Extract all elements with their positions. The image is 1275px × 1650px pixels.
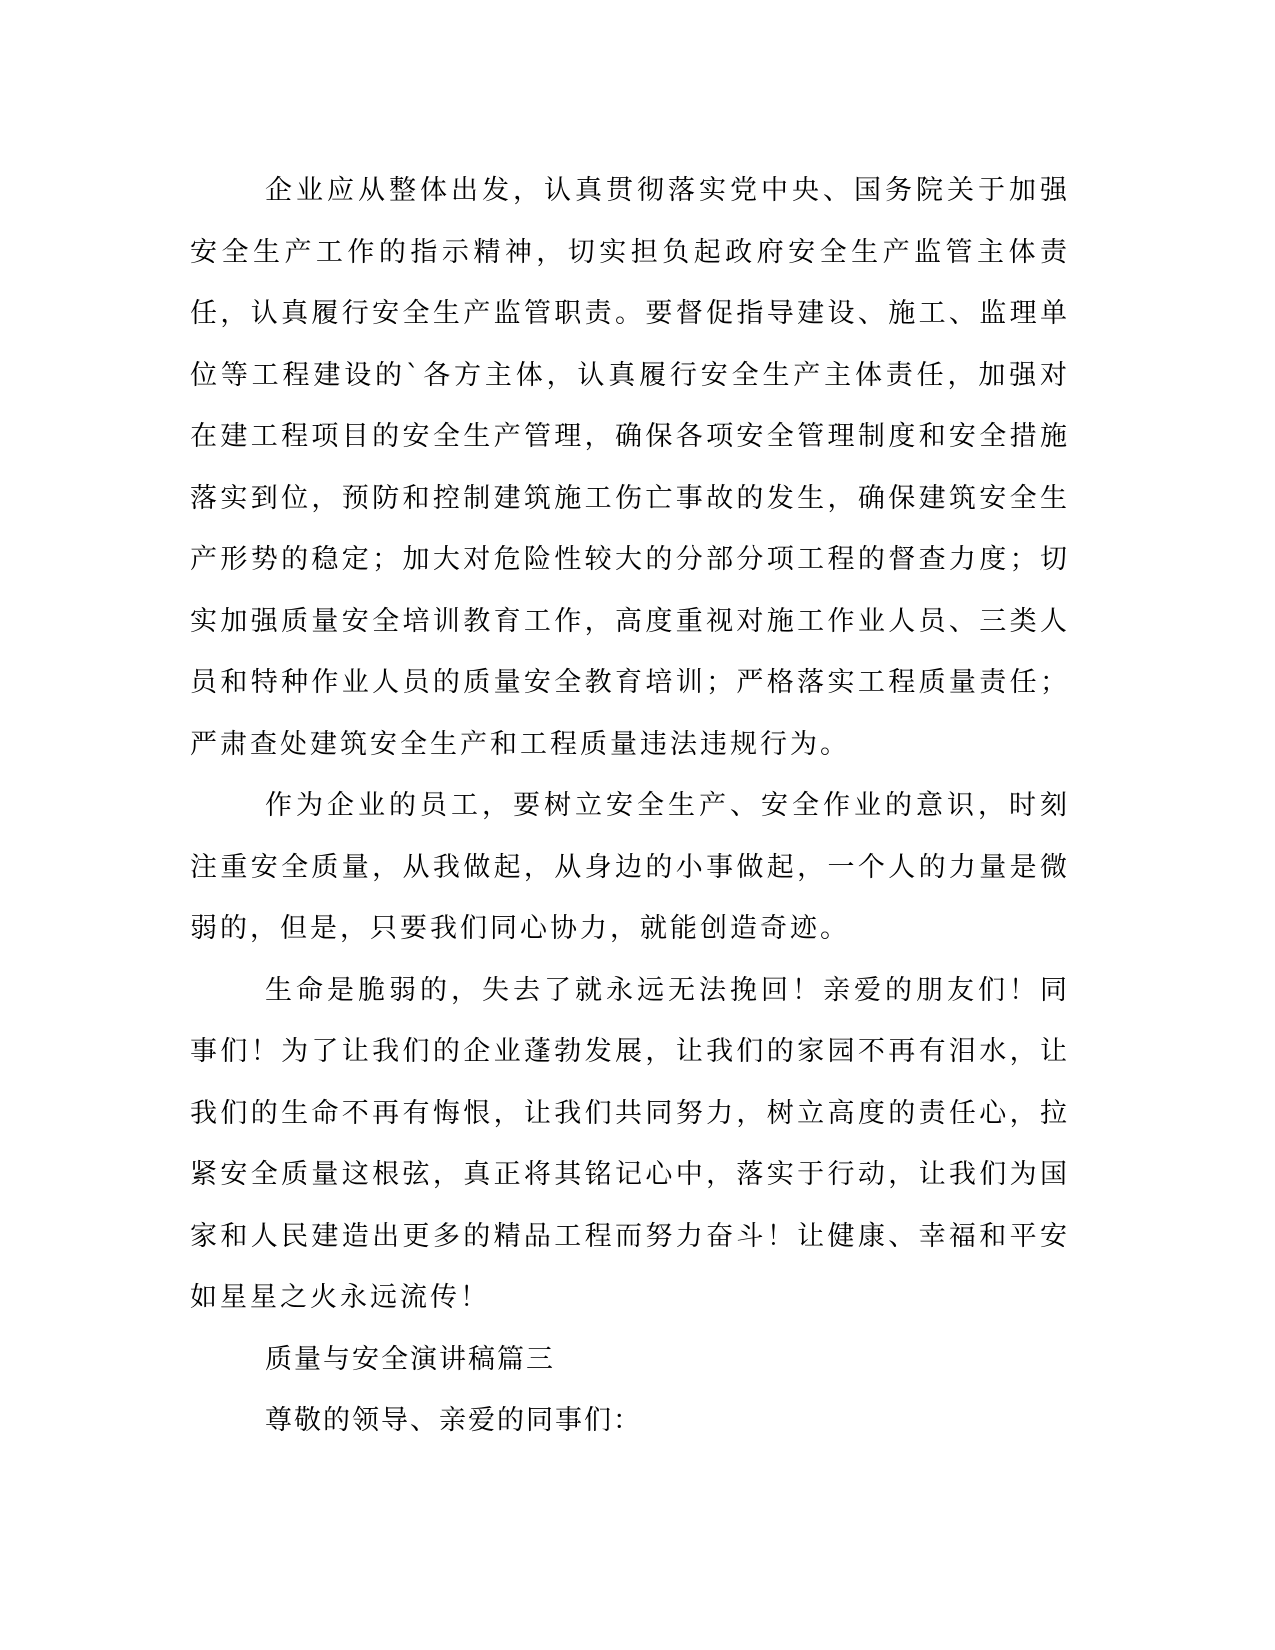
section-title: 质量与安全演讲稿篇三 xyxy=(265,1343,555,1375)
salutation: 尊敬的领导、亲爱的同事们： xyxy=(265,1405,642,1436)
paragraph-3: 生命是脆弱的，失去了就永远无法挽回！亲爱的朋友们！同事们！为了让我们的企业蓬勃发展，让我们的家园不再有泪水，让我们的生命不再有悔恨，让我们共同努力，树立高度的责任心，拉紧安全质量这根弦，真正将其铭记心中，落实于行动，让我们为国家和人民建造出更多的精品工程而努力奋斗！让健康、幸福和平安如星星之火永远流传！ xyxy=(190,974,1070,1313)
paragraph-1: 企业应从整体出发，认真贯彻落实党中央、国务院关于加强安全生产工作的指示精神，切实担负起政府安全生产监管主体责任，认真履行安全生产监管职责。要督促指导建设、施工、监理单位等工程建设的`各方主体，认真履行安全生产主体责任，加强对在建工程项目的安全生产管理，确保各项安全管理制度和安全措施落实到位，预防和控制建筑施工伤亡事故的发生，确保建筑安全生产形势的稳定；加大对危险性较大的分部分项工程的督查力度；切实加强质量安全培训教育工作，高度重视对施工作业人员、三类人员和特种作业人员的质量安全教育培训；严格落实工程质量责任；严肃查处建筑安全生产和工程质量违法违规行为。 xyxy=(190,175,1070,760)
paragraph-2: 作为企业的员工，要树立安全生产、安全作业的意识，时刻注重安全质量，从我做起，从身边的小事做起，一个人的力量是微弱的，但是，只要我们同心协力，就能创造奇迹。 xyxy=(190,790,1070,944)
document-body xyxy=(190,160,1070,1452)
